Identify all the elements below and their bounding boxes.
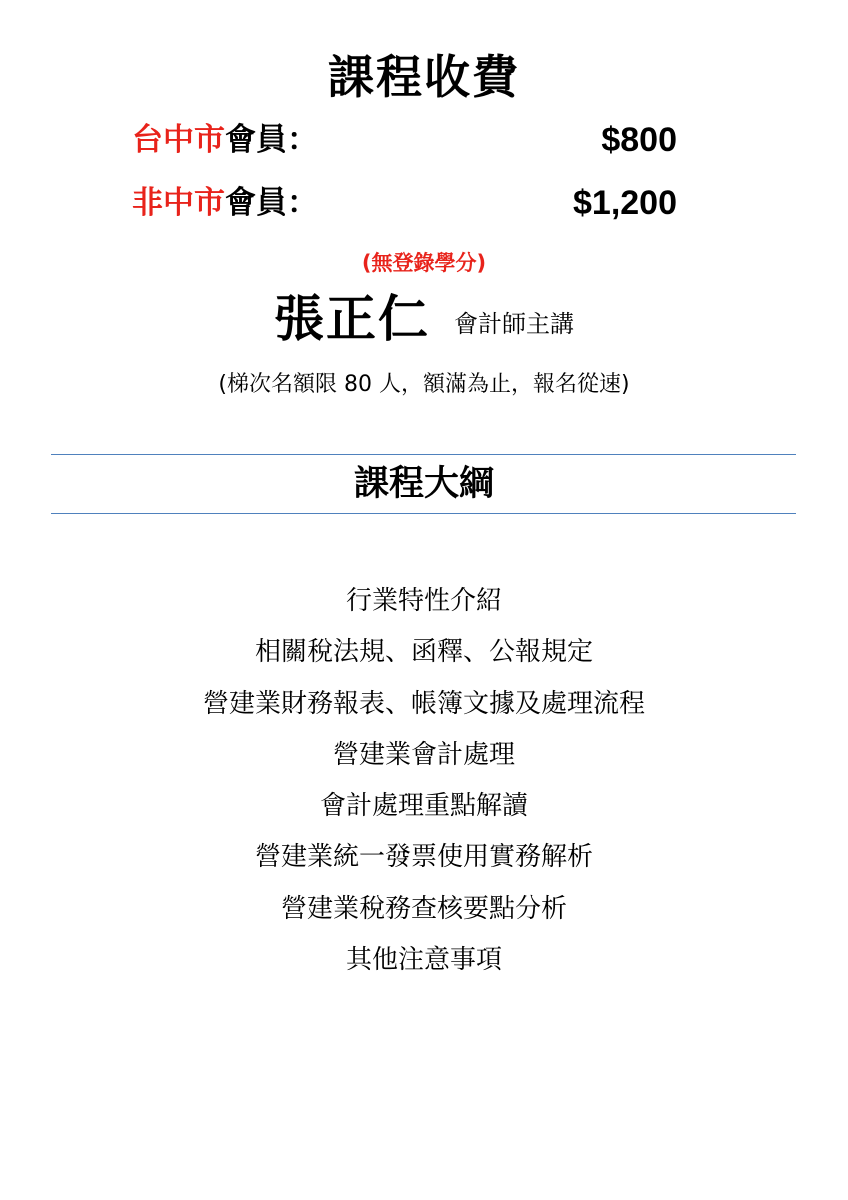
fee-label	[132, 117, 318, 163]
outline-item: 營建業財務報表、帳簿文據及處理流程	[202, 688, 645, 719]
speaker-role: 會計師主講	[454, 310, 574, 338]
fee-city: 台中市	[132, 122, 225, 158]
speaker-name: 張正仁	[274, 290, 430, 348]
capacity-note: (梯次名額限 80 人，額滿為止，報名從速)	[218, 372, 630, 397]
fees-title: 課程收費	[328, 50, 520, 104]
fee-price: $800	[601, 121, 677, 159]
outline-item: 會計處理重點解讀	[319, 791, 528, 822]
fee-city: 非中市	[132, 185, 225, 221]
outline-title: 課程大綱	[353, 464, 494, 504]
outline-item: 其他注意事項	[345, 945, 502, 976]
outline-list	[0, 580, 848, 990]
speaker-line	[0, 284, 848, 366]
outline-item: 相關稅法規、函釋、公報規定	[254, 637, 593, 668]
fee-label	[132, 180, 318, 226]
fee-member: 會員：	[225, 122, 318, 158]
fee-member: 會員：	[225, 185, 318, 221]
outline-item: 行業特性介紹	[345, 586, 502, 616]
fee-price: $1,200	[573, 184, 677, 222]
credit-note: (無登錄學分)	[361, 251, 487, 275]
divider-top	[51, 454, 796, 455]
outline-item: 營建業會計處理	[332, 739, 515, 770]
outline-item: 營建業統一發票使用實務解析	[254, 842, 593, 873]
fee-row-non-taichung	[132, 180, 677, 226]
outline-item: 營建業稅務查核要點分析	[280, 893, 567, 924]
divider-bottom	[51, 513, 796, 514]
fee-row-taichung	[132, 117, 677, 163]
